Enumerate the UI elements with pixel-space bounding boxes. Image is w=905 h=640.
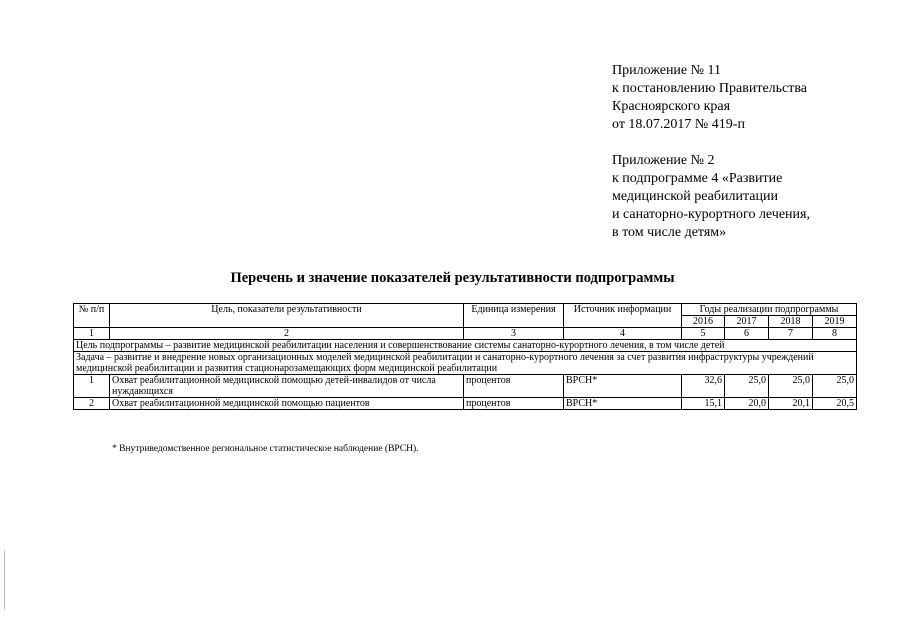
header-num: № п/п (74, 304, 110, 328)
goal-row (74, 340, 857, 352)
column-number: 1 (74, 328, 110, 340)
appendix-2-line: медицинской реабилитации (612, 189, 778, 204)
indicators-table (73, 303, 857, 410)
appendix-2-line: Приложение № 2 (612, 153, 715, 168)
header-goal: Цель, показатели результативности (110, 304, 464, 328)
table-row (74, 375, 857, 398)
appendix-11-line: Красноярского края (612, 99, 731, 114)
appendix-2-line: и санаторно-курортного лечения, (612, 207, 810, 222)
column-number: 2 (110, 328, 464, 340)
row-value-2017: 20,0 (725, 398, 769, 410)
row-indicator-name: Охват реабилитационной медицинской помощью пациентов (110, 398, 464, 410)
column-number: 8 (813, 328, 857, 340)
header-year: 2016 (682, 316, 725, 328)
row-unit: процентов (464, 398, 564, 410)
column-number: 4 (564, 328, 682, 340)
row-num: 2 (74, 398, 110, 410)
goal-text: Цель подпрограммы – развитие медицинской реабилитации населения и совершенствование системы санаторно-курортного лечения, в том числе детей (74, 340, 857, 352)
appendix-11-line: от 18.07.2017 № 419-п (612, 117, 745, 132)
row-source: ВРСН* (564, 398, 682, 410)
table-header-row (74, 304, 857, 316)
row-value-2017: 25,0 (725, 375, 769, 398)
row-value-2018: 20,1 (769, 398, 813, 410)
task-text: Задача – развитие и внедрение новых организационных моделей медицинской реабилитации и санаторно-курортного лечения за счет развития инфраструктуры учреждений медицинской реабилитации и развития стационарозамещающих форм медицинской реабилитации (74, 352, 857, 375)
row-num: 1 (74, 375, 110, 398)
row-value-2019: 25,0 (813, 375, 857, 398)
row-value-2016: 15,1 (682, 398, 725, 410)
header-unit: Единица измерения (464, 304, 564, 328)
scan-edge-mark (4, 550, 5, 610)
row-source: ВРСН* (564, 375, 682, 398)
table-row (74, 398, 857, 410)
appendix-2-line: к подпрограмме 4 «Развитие (612, 171, 783, 186)
column-number: 5 (682, 328, 725, 340)
appendix-11-line: Приложение № 11 (612, 63, 721, 78)
row-indicator-name: Охват реабилитационной медицинской помощью детей-инвалидов от числа нуждающихся (110, 375, 464, 398)
footnote: * Внутриведомственное региональное статистическое наблюдение (ВРСН). (112, 444, 419, 454)
column-number: 7 (769, 328, 813, 340)
header-spacer (612, 134, 892, 152)
row-value-2016: 32,6 (682, 375, 725, 398)
header-source: Источник информации (564, 304, 682, 328)
header-year: 2017 (725, 316, 769, 328)
appendix-2-line: в том числе детям» (612, 225, 727, 240)
header-year: 2019 (813, 316, 857, 328)
appendix-header (612, 62, 892, 242)
row-value-2018: 25,0 (769, 375, 813, 398)
header-year: 2018 (769, 316, 813, 328)
row-value-2019: 20,5 (813, 398, 857, 410)
column-number: 6 (725, 328, 769, 340)
header-years-group: Годы реализации подпрограммы (682, 304, 857, 316)
column-number: 3 (464, 328, 564, 340)
task-row (74, 352, 857, 375)
column-numbers-row (74, 328, 857, 340)
document-title: Перечень и значение показателей результативности подпрограммы (230, 270, 675, 286)
row-unit: процентов (464, 375, 564, 398)
appendix-11-line: к постановлению Правительства (612, 81, 808, 96)
